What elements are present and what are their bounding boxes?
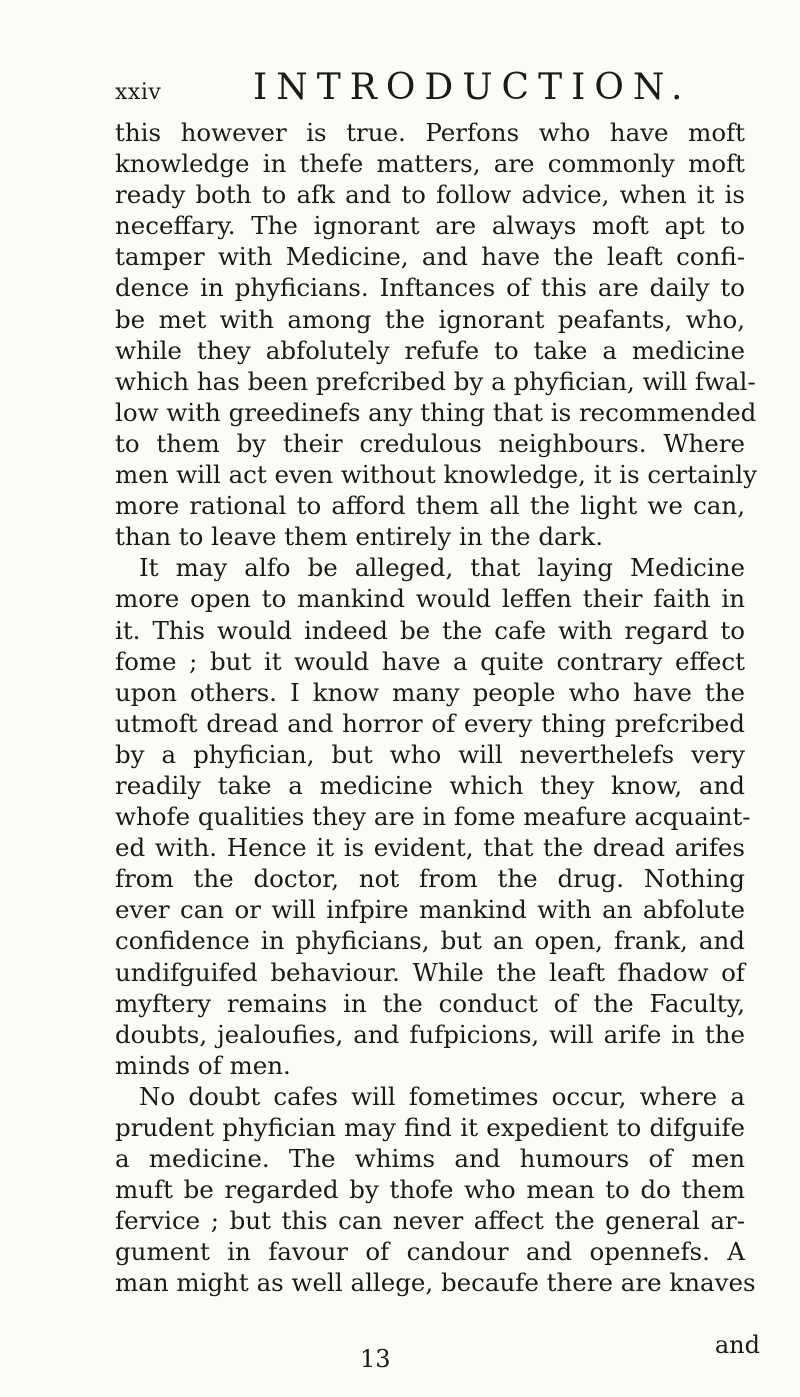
running-head: INTRODUCTION. bbox=[253, 67, 692, 108]
text-line: No doubt cafes will fometimes occur, where a bbox=[139, 1081, 745, 1111]
text-line: ed with. Hence it is evident, that the dread arifes bbox=[115, 833, 745, 863]
text-line: doubts, jealoufies, and fufpicions, will arife in the bbox=[115, 1019, 745, 1049]
text-line: more open to mankind would leffen their faith in bbox=[115, 584, 745, 614]
text-line: minds of men. bbox=[115, 1050, 291, 1080]
text-line: be met with among the ignorant peafants, who, bbox=[115, 304, 745, 334]
text-line: tamper with Medicine, and have the leaft confi- bbox=[115, 242, 745, 272]
text-line: than to leave them entirely in the dark. bbox=[115, 522, 603, 552]
text-line: fervice ; but this can never affect the general ar- bbox=[115, 1206, 745, 1236]
text-line: muft be regarded by thofe who mean to do them bbox=[115, 1175, 745, 1205]
text-line: a medicine. The whims and humours of men bbox=[115, 1144, 745, 1174]
text-line: which has been prefcribed by a phyfician, will fwal- bbox=[115, 366, 756, 396]
page-footer bbox=[115, 1331, 760, 1379]
text-line: prudent phyfician may find it expedient to difguife bbox=[115, 1113, 745, 1142]
text-line: men will act even without knowledge, it is certainly bbox=[115, 460, 757, 490]
text-line: ever can or will infpire mankind with an abfolute bbox=[115, 895, 745, 925]
text-line: fome ; but it would have a quite contrary effect bbox=[115, 646, 745, 676]
signature-mark: 13 bbox=[360, 1345, 391, 1373]
text-line: readily take a medicine which they know, and bbox=[115, 770, 745, 800]
catchword: and bbox=[714, 1331, 760, 1359]
text-line: dence in phyficians. Inftances of this are daily to bbox=[115, 273, 745, 303]
text-line: neceffary. The ignorant are always moft apt to bbox=[115, 211, 745, 241]
text-line: It may alfo be alleged, that laying Medicine bbox=[139, 553, 745, 583]
text-line: from the doctor, not from the drug. Nothing bbox=[115, 864, 745, 894]
text-line: gument in favour of candour and opennefs. A bbox=[115, 1237, 745, 1267]
text-line: low with greedinefs any thing that is recommended bbox=[115, 397, 757, 427]
body-text bbox=[115, 117, 757, 1299]
text-line: it. This would indeed be the cafe with regard to bbox=[115, 615, 745, 645]
text-line: myftery remains in the conduct of the Faculty, bbox=[115, 988, 745, 1018]
text-line: ready both to afk and to follow advice, when it is bbox=[115, 180, 745, 210]
text-line: utmoft dread and horror of every thing prefcribed bbox=[115, 708, 745, 738]
text-line: whofe qualities they are in fome meafure acquaint- bbox=[115, 802, 751, 832]
text-line: by a phyfician, but who will neverthelefs very bbox=[115, 739, 745, 769]
text-line: knowledge in thefe matters, are commonly moft bbox=[115, 149, 745, 179]
text-line: to them by their credulous neighbours. Where bbox=[115, 428, 745, 458]
text-line: confidence in phyficians, but an open, frank, and bbox=[115, 926, 745, 956]
page-header bbox=[115, 58, 735, 108]
page-number: xxiv bbox=[115, 80, 162, 105]
text-line: this however is true. Perfons who have moft bbox=[115, 118, 745, 147]
text-line: more rational to afford them all the light we can, bbox=[115, 491, 745, 521]
text-line: man might as well allege, becaufe there are knaves bbox=[115, 1268, 756, 1298]
text-line: upon others. I know many people who have the bbox=[115, 677, 745, 707]
text-line: while they abfolutely refufe to take a medicine bbox=[115, 335, 745, 365]
text-line: undifguifed behaviour. While the leaft fhadow of bbox=[115, 957, 745, 987]
